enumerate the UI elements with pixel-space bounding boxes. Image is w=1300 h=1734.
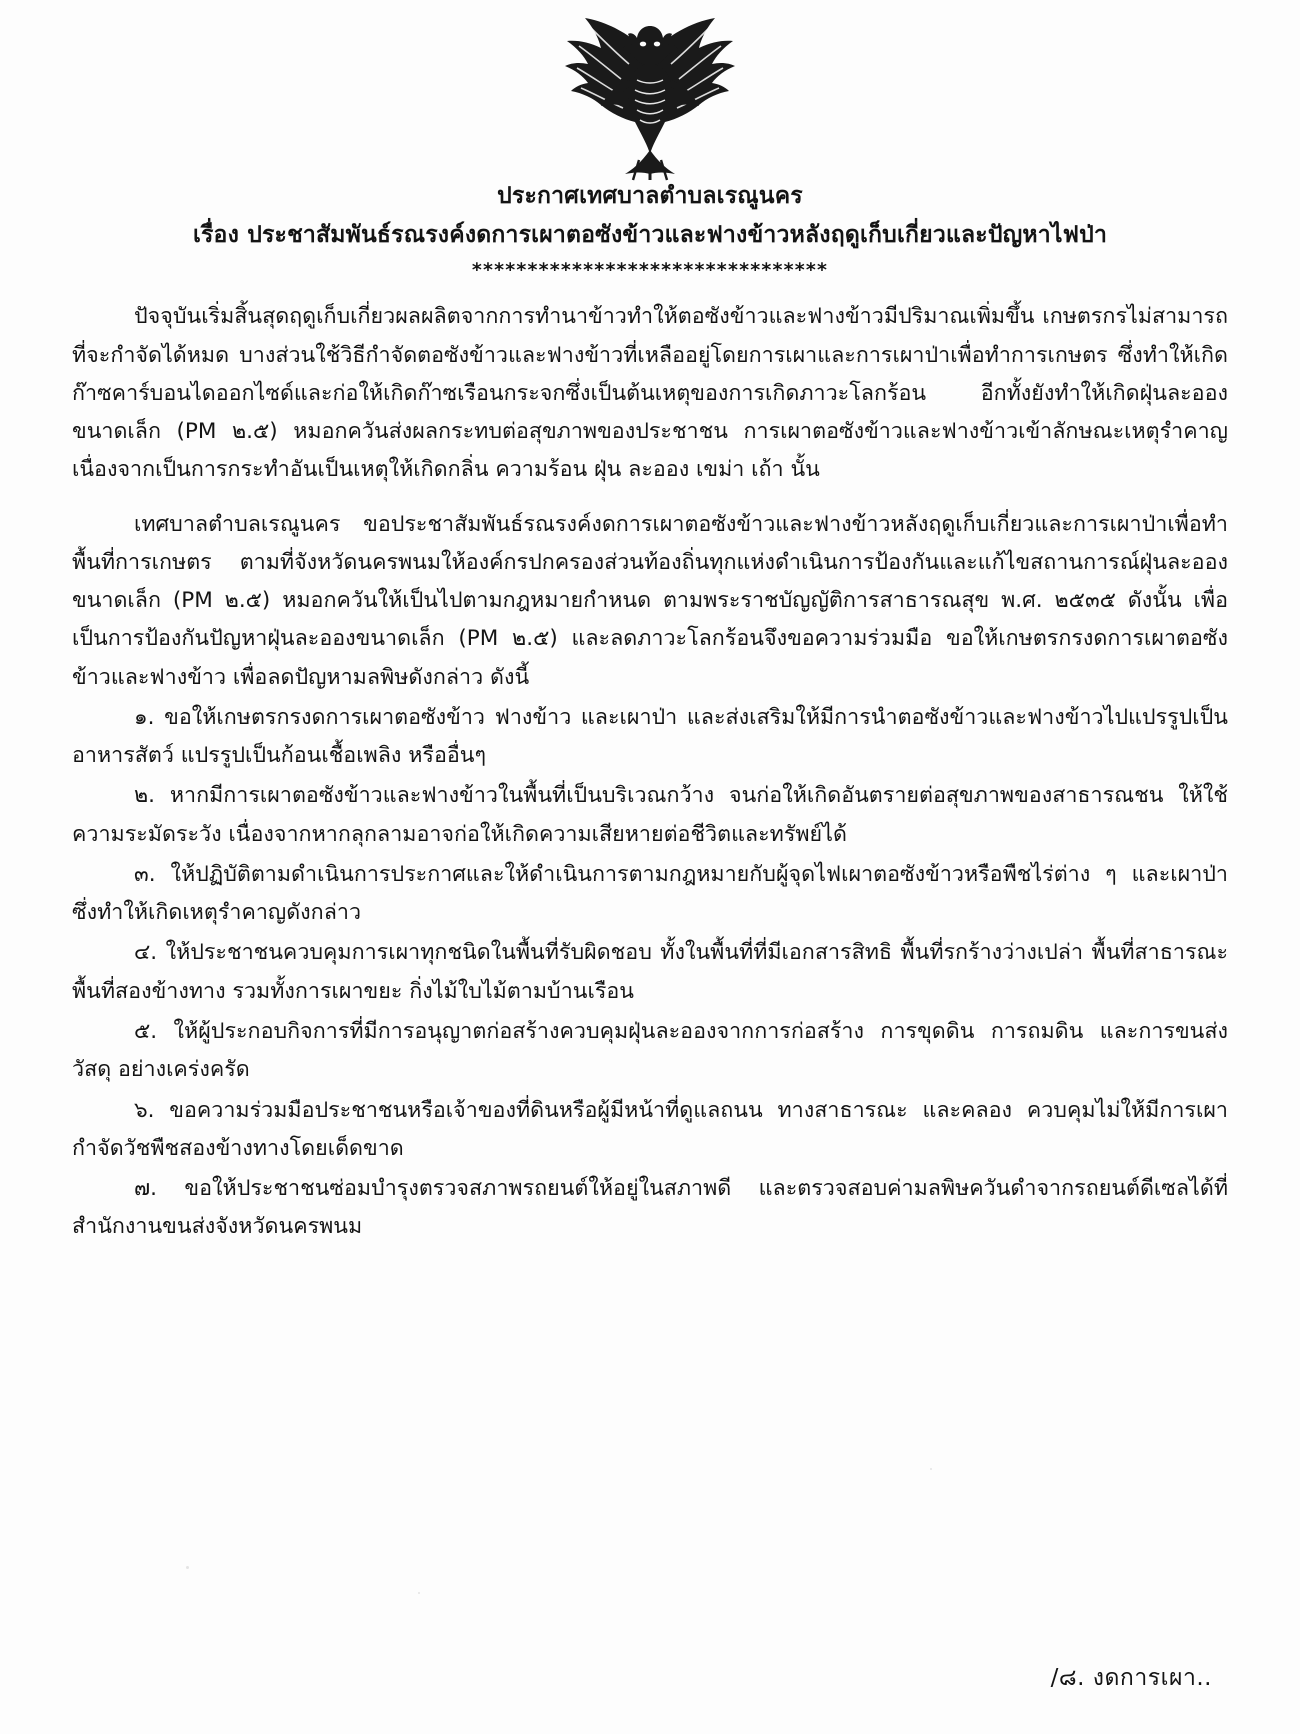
- document-body: [72, 298, 1228, 1246]
- document-subject: เรื่อง ประชาสัมพันธ์รณรงค์งดการเผาตอซังข้าวและฟางข้าวหลังฤดูเก็บเกี่ยวและปัญหาไฟป่า: [192, 222, 1108, 249]
- decorative-separator: ********************************: [471, 258, 829, 281]
- list-item: ๑. ขอให้เกษตรกรงดการเผาตอซังข้าว ฟางข้าว และเผาป่า และส่งเสริมให้มีการนำตอซังข้าวและฟางข้าวไปแปรรูปเป็นอาหารสัตว์ แปรรูปเป็นก้อนเชื้อเพลิง หรืออื่นๆ: [72, 704, 1228, 769]
- document-heading: [0, 180, 1300, 284]
- paper-speck: [930, 1468, 932, 1470]
- list-item: ๗. ขอให้ประชาชนซ่อมบำรุงตรวจสภาพรถยนต์ให้อยู่ในสภาพดี และตรวจสอบค่ามลพิษควันดำจากรถยนต์ดีเซลได้ที่สำนักงานขนส่งจังหวัดนครพนม: [72, 1176, 1228, 1240]
- paper-speck: [186, 1566, 189, 1569]
- list-item: ๔. ให้ประชาชนควบคุมการเผาทุกชนิดในพื้นที่รับผิดชอบ ทั้งในพื้นที่ที่มีเอกสารสิทธิ พื้นที่รกร้างว่างเปล่า พื้นที่สาธารณะ พื้นที่สองข้างทาง รวมทั้งการเผาขยะ กิ่งไม้ใบไม้ตามบ้านเรือน: [72, 940, 1228, 1004]
- paper-speck: [418, 1592, 420, 1594]
- list-item: ๒. หากมีการเผาตอซังข้าวและฟางข้าวในพื้นที่เป็นบริเวณกว้าง จนก่อให้เกิดอันตรายต่อสุขภาพของสาธารณชน ให้ใช้ความระมัดระวัง เนื่องจากหากลุกลามอาจก่อให้เกิดความเสียหายต่อชีวิตและทรัพย์ได้: [72, 783, 1228, 847]
- list-item: ๖. ขอความร่วมมือประชาชนหรือเจ้าของที่ดินหรือผู้มีหน้าที่ดูแลถนน ทางสาธารณะ และคลอง ควบคุมไม่ให้มีการเผากำจัดวัชพืชสองข้างทางโดยเด็ดขาด: [72, 1097, 1228, 1161]
- paragraph-intro: ปัจจุบันเริ่มสิ้นสุดฤดูเก็บเกี่ยวผลผลิตจากการทำนาข้าวทำให้ตอซังข้าวและฟางข้าวมีปริมาณเพิ่มขึ้น เกษตรกรไม่สามารถที่จะกำจัดได้หมด บางส่วนใช้วิธีกำจัดตอซังข้าวและฟางข้าวที่เหลืออยู่โดยการเผาและการเผาป่าเพื่อทำการเกษตร ซึ่งทำให้เกิดก๊าซคาร์บอนไดออกไซด์และก่อให้เกิดก๊าซเรือนกระจกซึ่งเป็นต้นเหตุของการเกิดภาวะโลกร้อน อีกทั้งยังทำให้เกิดฝุ่นละอองขนาดเล็ก (PM ๒.๕) หมอกควันส่งผลกระทบต่อสุขภาพของประชาชน การเผาตอซังข้าวและฟางข้าวเข้าลักษณะเหตุรำคาญ เนื่องจากเป็นการกระทำอันเป็นเหตุให้เกิดกลิ่น ความร้อน ฝุ่น ละออง เขม่า เถ้า นั้น: [72, 304, 1228, 483]
- page-continuation-note: /๘. งดการเผา..: [1050, 1665, 1212, 1691]
- list-item: ๕. ให้ผู้ประกอบกิจการที่มีการอนุญาตก่อสร้างควบคุมฝุ่นละอองจากการก่อสร้าง การขุดดิน การถมดิน และการขนส่งวัสดุ อย่างเคร่งครัด: [72, 1019, 1228, 1083]
- emblem-container: [0, 0, 1300, 180]
- list-item: ๓. ให้ปฏิบัติตามดำเนินการประกาศและให้ดำเนินการตามกฎหมายกับผู้จุดไฟเผาตอซังข้าวหรือพืชไร่ต่าง ๆ และเผาป่า ซึ่งทำให้เกิดเหตุรำคาญดังกล่าว: [72, 861, 1228, 926]
- paragraph-spacer: [72, 492, 1228, 506]
- paragraph-announcement: เทศบาลตำบลเรณูนคร ขอประชาสัมพันธ์รณรงค์งดการเผาตอซังข้าวและฟางข้าวหลังฤดูเก็บเกี่ยวและการเผาป่าเพื่อทำพื้นที่การเกษตร ตามที่จังหวัดนครพนมให้องค์กรปกครองส่วนท้องถิ่นทุกแห่งดำเนินการป้องกันและแก้ไขสถานการณ์ฝุ่นละอองขนาดเล็ก (PM ๒.๕) หมอกควันให้เป็นไปตามกฎหมายกำหนด ตามพระราชบัญญัติการสาธารณสุข พ.ศ. ๒๕๓๕ ดังนั้น เพื่อเป็นการป้องกันปัญหาฝุ่นละอองขนาดเล็ก (PM ๒.๕) และลดภาวะโลกร้อนจึงขอความร่วมมือ ขอให้เกษตรกรงดการเผาตอซังข้าวและฟางข้าว เพื่อลดปัญหามลพิษดังกล่าว ดังนี้: [72, 511, 1228, 690]
- page-title: ประกาศเทศบาลตำบลเรณูนคร: [497, 183, 803, 209]
- garuda-emblem-icon: [555, 14, 745, 182]
